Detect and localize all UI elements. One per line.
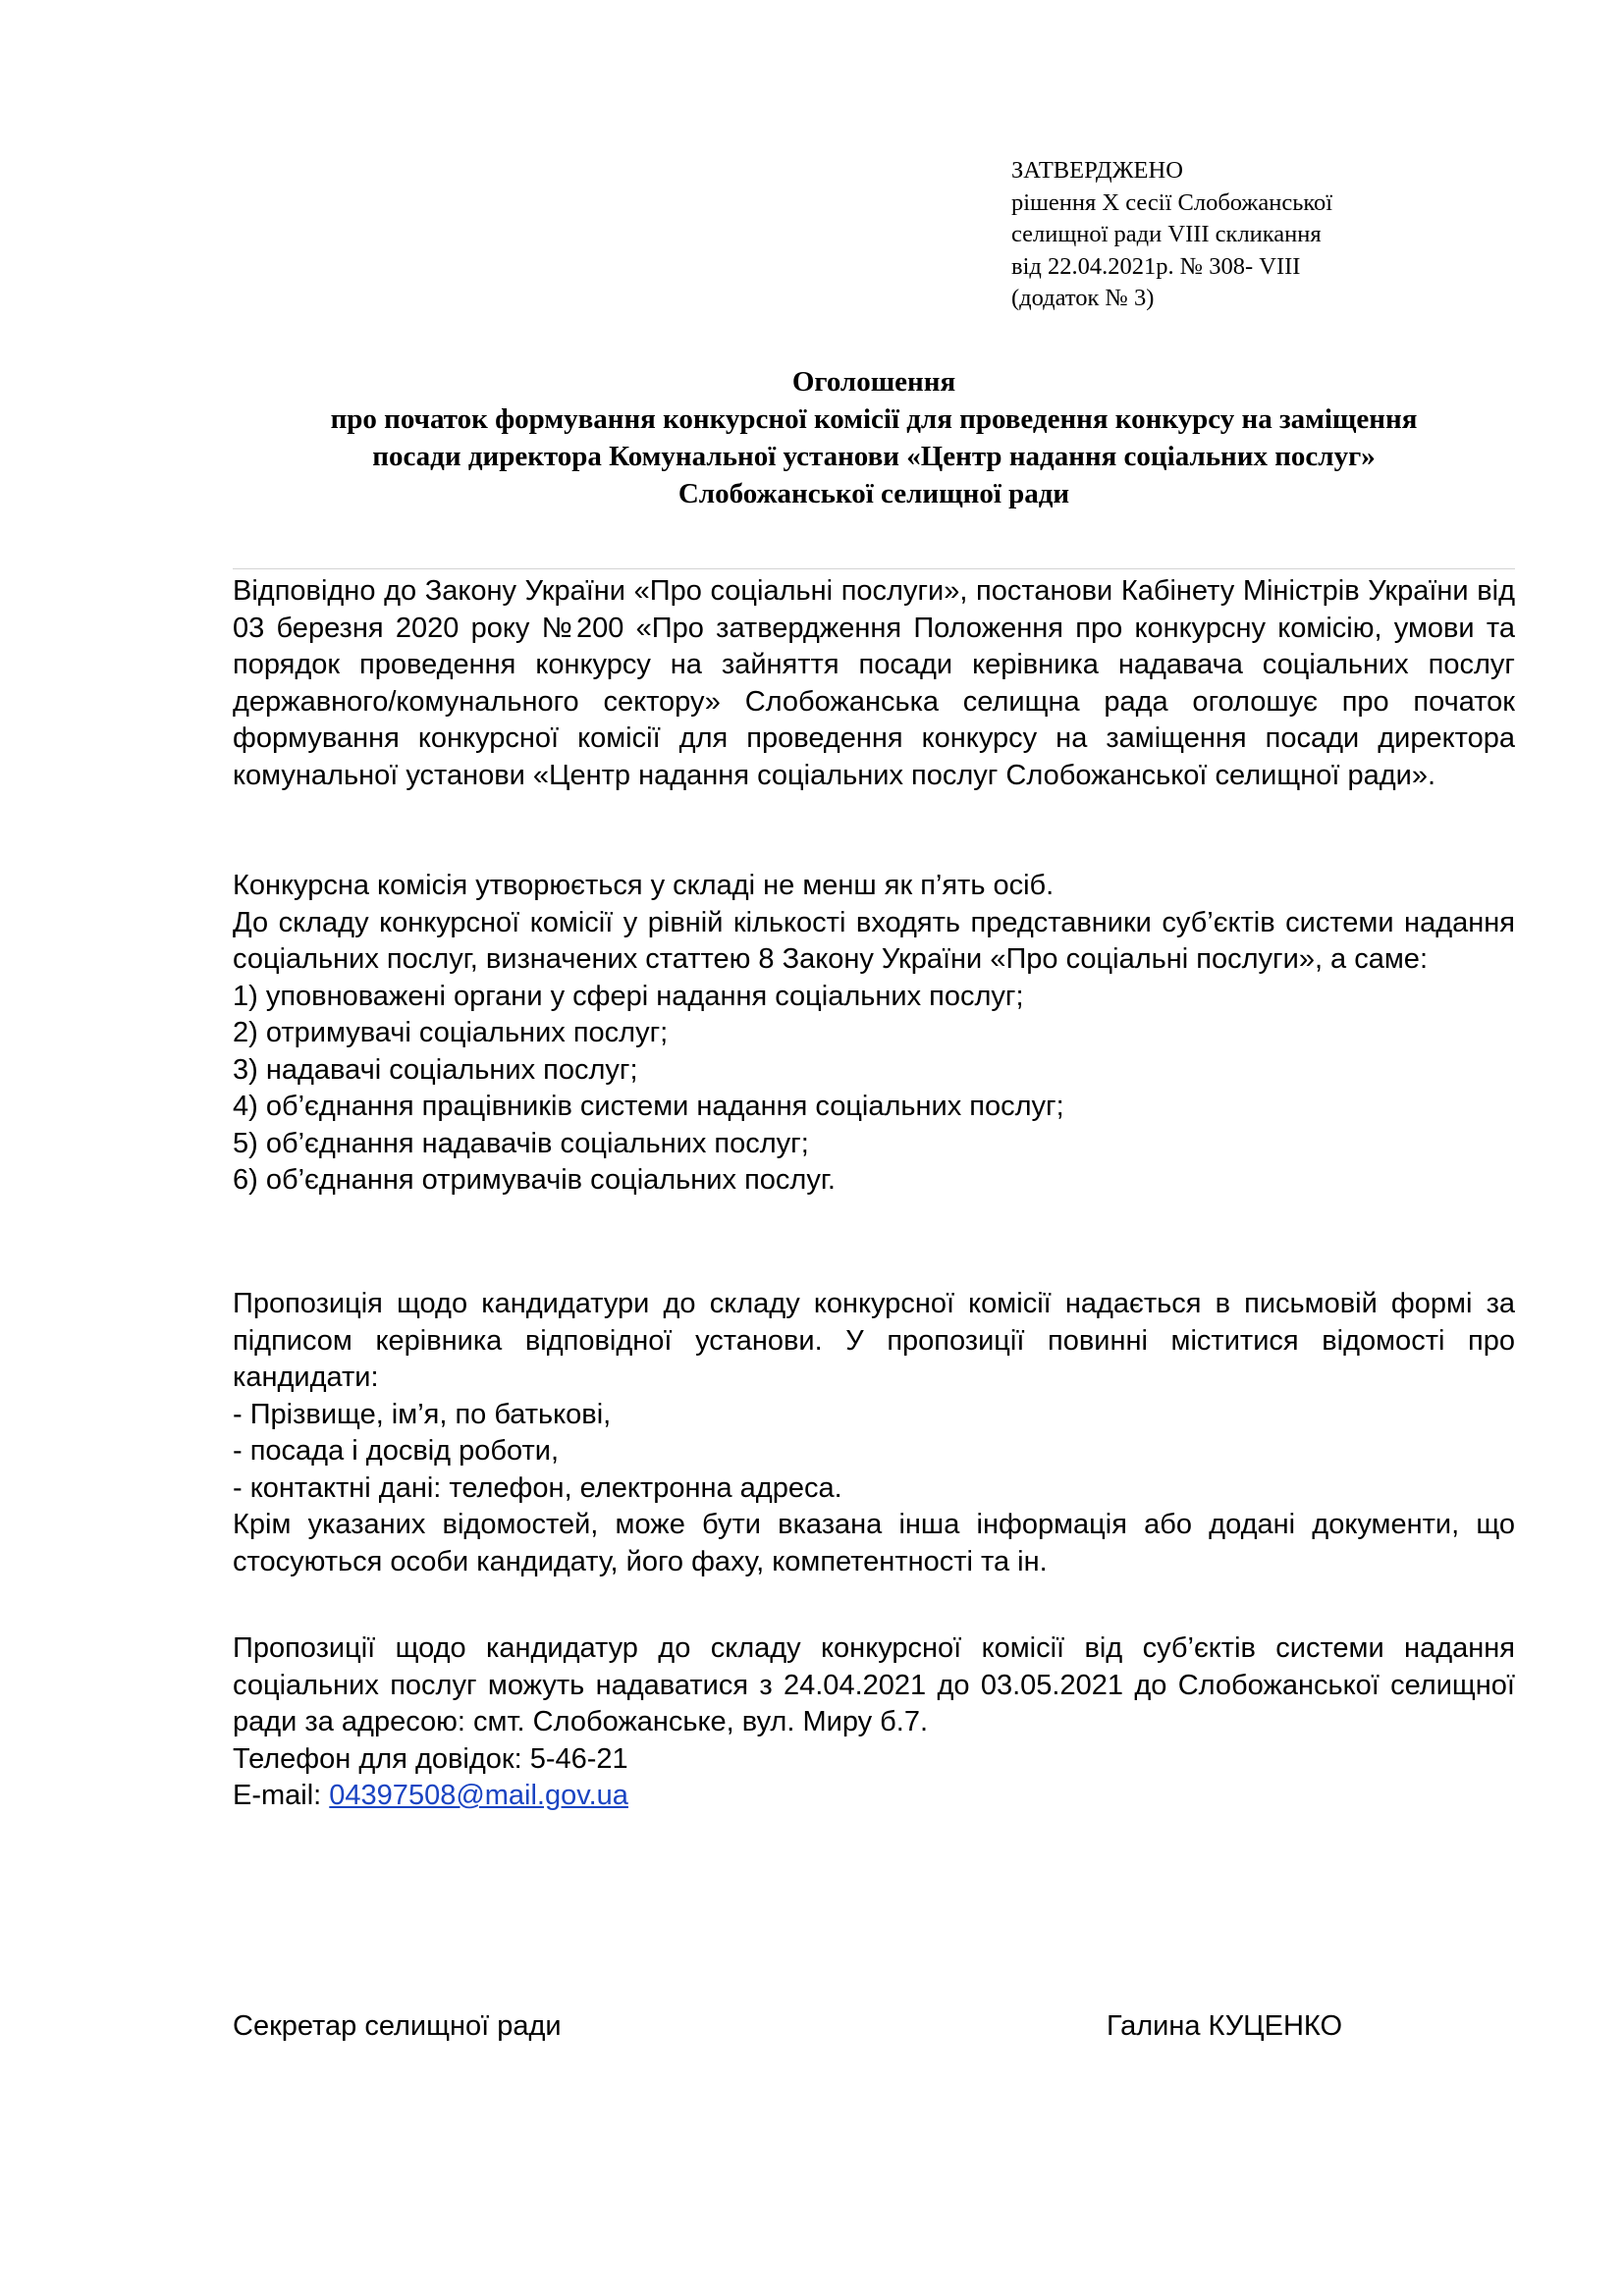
list-item: 1) уповноважені органи у сфері надання соціальних послуг; xyxy=(233,980,1024,1012)
approval-decision: рішення Х сесії Слобожанської xyxy=(1011,188,1333,216)
email-link[interactable]: 04397508@mail.gov.ua xyxy=(329,1780,628,1811)
title-heading: Оголошення xyxy=(791,366,956,398)
submission-section xyxy=(233,1630,1515,1815)
list-item: - Прізвище, ім’я, по батькові, xyxy=(233,1398,612,1430)
submission-paragraph: Пропозиції щодо кандидатур до складу конкурсної комісії від суб’єктів системи надання соціальних послуг можуть надаватися з 24.04.2021 до 03.05.2021 до Слобожанської селищної ради за адресою: смт. Слобожанське, вул. Миру б.7. xyxy=(233,1632,1515,1737)
list-item: 2) отримувачі соціальних послуг; xyxy=(233,1017,669,1048)
list-item: 5) об’єднання надавачів соціальних послуг; xyxy=(233,1127,809,1159)
composition-section xyxy=(233,868,1515,1200)
email-label: E-mail: xyxy=(233,1780,330,1811)
signatory-name: Галина КУЦЕНКО xyxy=(1107,2010,1343,2042)
list-item: 3) надавачі соціальних послуг; xyxy=(233,1053,638,1086)
list-item: - контактні дані: телефон, електронна адреса. xyxy=(233,1471,842,1504)
composition-lead: Конкурсна комісія утворюється у складі не менш як п’ять осіб. xyxy=(233,870,1055,901)
proposal-paragraph: Пропозиція щодо кандидатури до складу конкурсної комісії надається в письмовій формі за підписом керівника відповідної установи. У пропозиції повинні міститися відомості про кандидати: xyxy=(233,1288,1515,1393)
proposal-section xyxy=(233,1286,1515,1580)
list-item: 6) об’єднання отримувачів соціальних послуг. xyxy=(233,1164,836,1196)
title-line: посади директора Комунальної установи «Центр надання соціальних послуг» xyxy=(372,441,1376,472)
list-item: 4) об’єднання працівників системи надання соціальних послуг; xyxy=(233,1091,1064,1122)
approval-heading: ЗАТВЕРДЖЕНО xyxy=(1011,157,1183,184)
list-item: - посада і досвід роботи, xyxy=(233,1435,560,1467)
signatory-position: Секретар селищної ради xyxy=(233,2010,562,2042)
approval-date: від 22.04.2021р. № 308- VIII xyxy=(1011,252,1301,280)
composition-paragraph: До складу конкурсної комісії у рівній кількості входять представники суб’єктів системи надання соціальних послуг, визначених статтею 8 Закону України «Про соціальні послуги», а саме: xyxy=(233,906,1515,975)
intro-section xyxy=(233,573,1515,794)
document-title xyxy=(233,363,1515,512)
title-line: про початок формування конкурсної комісії для проведення конкурсу на заміщення xyxy=(330,403,1418,435)
email-line xyxy=(233,1778,1515,1815)
approval-stamp xyxy=(1011,155,1522,315)
intro-paragraph: Відповідно до Закону України «Про соціальні послуги», постанови Кабінету Міністрів України від 03 березня 2020 року №200 «Про затвердження Положення про конкурсну комісію, умови та порядок проведення конкурсу на зайняття посади керівника надавача соціальних послуг державного/комунального сектору» Слобожанська селищна рада оголошує про початок формування конкурсної комісії для проведення конкурсу на заміщення посади директора комунальної установи «Центр надання соціальних послуг Слобожанської селищної ради». xyxy=(233,575,1515,791)
title-line: Слобожанської селищної ради xyxy=(677,478,1070,509)
approval-council: селищної ради VIII скликання xyxy=(1011,221,1322,247)
approval-appendix: (додаток № 3) xyxy=(1011,285,1155,311)
divider xyxy=(233,568,1515,569)
phone-line: Телефон для довідок: 5-46-21 xyxy=(233,1742,628,1775)
proposal-extra: Крім указаних відомостей, може бути вказана інша інформація або додані документи, що стосуються особи кандидату, його фаху, компетентності та ін. xyxy=(233,1509,1515,1577)
